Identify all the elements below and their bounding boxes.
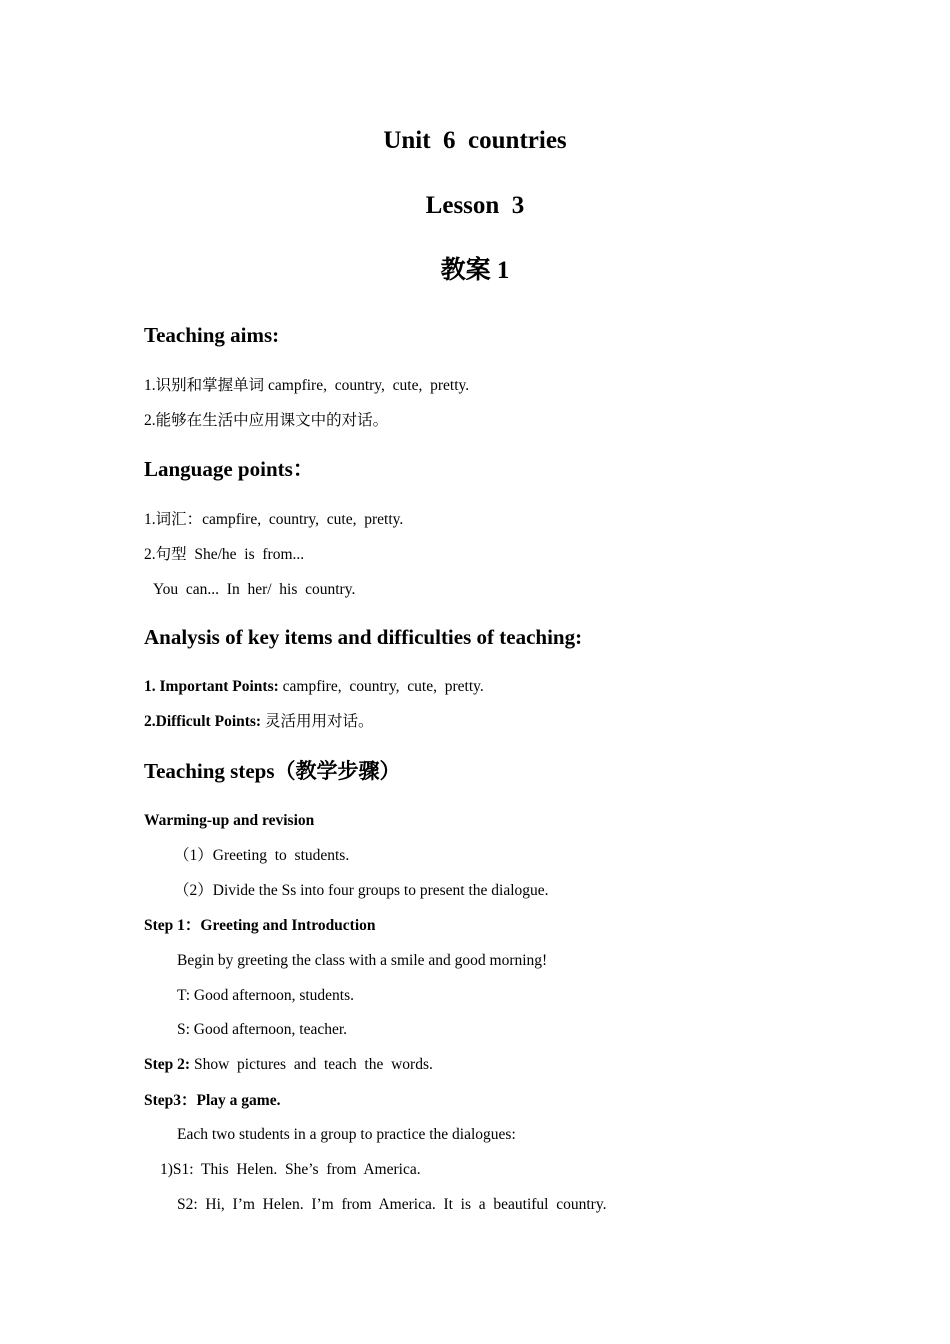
step2-text: Show pictures and teach the words. [193,1056,433,1073]
teaching-aim-item: 1.识别和掌握单词 campfire, country, cute, pretty. [144,377,470,394]
language-point-item: You can... In her/ his country. [153,581,356,598]
step3-line: 1)S1: This Helen. She’s from America. [160,1161,421,1178]
teaching-aim-item: 2.能够在生活中应用课文中的对话。 [144,412,389,429]
language-point-item: 1.词汇：campfire, country, cute, pretty. [144,511,404,528]
step3-heading: Step3：Play a game. [144,1092,281,1109]
warmup-heading: Warming-up and revision [144,812,315,829]
important-points-label: 1. Important Points: [144,678,279,695]
warmup-item: （2）Divide the Ss into four groups to present the dialogue. [174,882,549,899]
language-point-item: 2.句型 She/he is from... [144,546,305,563]
teaching-aims-heading: Teaching aims: [144,323,280,347]
difficult-points-text: 灵活用用对话。 [264,713,374,730]
lesson-title: Lesson 3 [425,192,525,219]
lesson-plan-title: 教案 1 [440,257,510,284]
teaching-steps-heading: Teaching steps（教学步骤） [144,759,401,783]
step3-line: Each two students in a group to practice the dialogues: [177,1126,516,1143]
language-points-heading: Language points： [144,457,314,481]
difficult-points-line [144,714,374,730]
step1-line: T: Good afternoon, students. [177,987,355,1004]
step1-line: S: Good afternoon, teacher. [177,1021,348,1038]
important-points-text: campfire, country, cute, pretty. [282,678,484,695]
difficult-points-label: 2.Difficult Points: [144,713,262,730]
warmup-item: （1）Greeting to students. [174,847,350,864]
step2-line [144,1057,433,1073]
step1-heading: Step 1：Greeting and Introduction [144,917,376,934]
step3-line: S2: Hi, I’m Helen. I’m from America. It is a beautiful country. [177,1196,607,1213]
step1-line: Begin by greeting the class with a smile and good morning! [177,952,548,969]
analysis-heading: Analysis of key items and difficulties of teaching: [144,625,583,649]
important-points-line [144,679,484,695]
step2-label: Step 2: [144,1056,191,1073]
unit-title: Unit 6 countries [383,127,567,154]
